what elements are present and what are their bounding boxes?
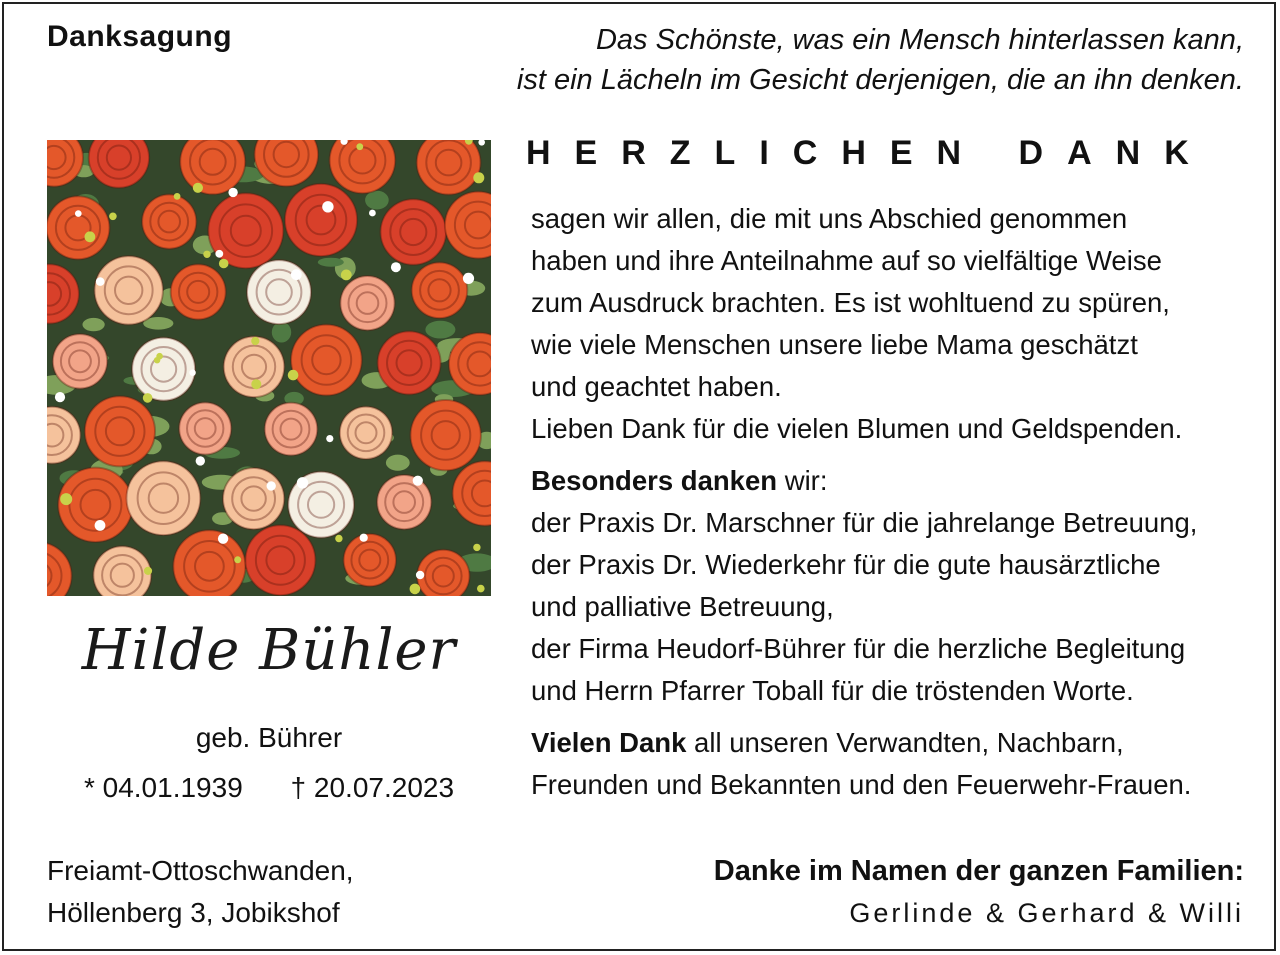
- paragraph-3: [531, 722, 1197, 806]
- paragraph-2-lead-rest: wir:: [777, 465, 828, 496]
- rose: [291, 325, 362, 396]
- small-flower: [85, 231, 96, 242]
- paragraph-1-line: sagen wir allen, die mit uns Abschied genommen: [531, 203, 1128, 234]
- small-flower: [251, 337, 259, 345]
- small-flower: [267, 481, 276, 490]
- small-flower: [369, 210, 376, 217]
- rose: [340, 407, 392, 459]
- small-flower: [60, 493, 72, 505]
- quote: [517, 20, 1244, 100]
- rose: [53, 334, 107, 388]
- rose: [412, 263, 468, 319]
- small-flower: [109, 213, 117, 221]
- small-flower: [322, 201, 333, 212]
- rose: [417, 550, 469, 596]
- signature-names: Gerlinde & Gerhard & Willi: [849, 898, 1244, 928]
- thanks-body: [531, 198, 1197, 806]
- birth-date: * 04.01.1939: [83, 772, 243, 803]
- notice-heading: Danksagung: [47, 20, 233, 53]
- paragraph-1-line: zum Ausdruck brachten. Es ist wohltuend zu spüren,: [531, 287, 1170, 318]
- paragraph-2-line: und Herrn Pfarrer Toball für die tröstenden Worte.: [531, 675, 1134, 706]
- rose: [381, 199, 447, 265]
- small-flower: [218, 534, 228, 544]
- rose: [95, 256, 163, 324]
- rose: [377, 475, 431, 529]
- leaf: [386, 455, 410, 471]
- rose: [47, 196, 110, 259]
- paragraph-3-line: Freunden und Bekannten und den Feuerwehr-Frauen.: [531, 769, 1192, 800]
- small-flower: [473, 544, 480, 551]
- signature-title: Danke im Namen der ganzen Familien:: [713, 855, 1244, 887]
- small-flower: [341, 270, 352, 281]
- thanks-heading: HERZLICHEN DANK: [526, 134, 1213, 172]
- address-line-2: Höllenberg 3, Jobikshof: [47, 897, 340, 928]
- rose: [132, 338, 195, 401]
- rose: [171, 264, 226, 319]
- rose: [378, 331, 441, 394]
- small-flower: [413, 476, 423, 486]
- small-flower: [143, 393, 153, 403]
- paragraph-1-line: haben und ihre Anteilnahme auf so vielfältige Weise: [531, 245, 1162, 276]
- small-flower: [326, 435, 333, 442]
- small-flower: [297, 477, 308, 488]
- small-flower: [360, 534, 368, 542]
- small-flower: [215, 250, 223, 258]
- small-flower: [416, 571, 424, 579]
- small-flower: [219, 259, 229, 269]
- address-line-1: Freiamt-Ottoschwanden,: [47, 855, 354, 886]
- small-flower: [75, 210, 82, 217]
- paragraph-2-lead: Besonders danken: [531, 465, 778, 496]
- rose: [247, 260, 311, 324]
- small-flower: [196, 456, 205, 465]
- rose: [417, 140, 481, 195]
- small-flower: [335, 535, 342, 542]
- rose: [180, 140, 245, 194]
- small-flower: [55, 392, 65, 402]
- signature: [714, 850, 1244, 934]
- small-flower: [228, 188, 237, 197]
- paragraph-2-line: und palliative Betreuung,: [531, 591, 834, 622]
- rose: [93, 546, 151, 596]
- flower-photo: [47, 140, 491, 596]
- rose: [179, 403, 231, 455]
- leaf: [83, 318, 105, 331]
- death-date: † 20.07.2023: [290, 772, 455, 803]
- life-dates: [47, 772, 491, 804]
- small-flower: [463, 273, 474, 284]
- small-flower: [391, 262, 401, 272]
- paragraph-3-lead: Vielen Dank: [531, 727, 687, 758]
- paragraph-2-line: der Praxis Dr. Wiederkehr für die gute hausärztliche: [531, 549, 1161, 580]
- small-flower: [203, 251, 210, 258]
- small-flower: [410, 584, 421, 595]
- quote-line-2: ist ein Lächeln im Gesicht derjenigen, die an ihn denken.: [516, 64, 1244, 96]
- small-flower: [96, 277, 105, 286]
- rose: [245, 525, 315, 595]
- rose: [344, 534, 396, 586]
- leaf: [318, 258, 344, 267]
- paragraph-1: [531, 198, 1197, 450]
- small-flower: [154, 357, 160, 363]
- paragraph-1-line: wie viele Menschen unsere liebe Mama geschätzt: [531, 329, 1138, 360]
- rose: [127, 461, 201, 535]
- small-flower: [189, 370, 195, 376]
- small-flower: [144, 567, 152, 575]
- small-flower: [193, 183, 203, 193]
- birth-name: geb. Bührer: [195, 722, 343, 753]
- rose: [285, 184, 357, 256]
- rose: [340, 276, 394, 330]
- address: [47, 850, 354, 934]
- rose: [223, 468, 284, 529]
- small-flower: [473, 172, 484, 183]
- small-flower: [95, 520, 106, 531]
- small-flower: [251, 379, 261, 389]
- paragraph-1-line: und geachtet haben.: [531, 371, 782, 402]
- paragraph-2-line: der Firma Heudorf-Bührer für die herzliche Begleitung: [531, 633, 1186, 664]
- paragraph-2: [531, 460, 1197, 712]
- paragraph-2-line: der Praxis Dr. Marschner für die jahrelange Betreuung,: [531, 507, 1198, 538]
- small-flower: [288, 370, 299, 381]
- small-flower: [174, 193, 181, 200]
- quote-line-1: Das Schönste, was ein Mensch hinterlassen kann,: [595, 24, 1244, 56]
- deceased-name: Hilde Bühler: [81, 618, 457, 683]
- leaf: [425, 321, 455, 339]
- rose: [265, 403, 318, 456]
- paragraph-1-line: Lieben Dank für die vielen Blumen und Geldspenden.: [531, 413, 1183, 444]
- small-flower: [234, 556, 241, 563]
- small-flower: [477, 585, 485, 593]
- flower-arrangement-image: [47, 140, 491, 596]
- rose: [173, 530, 245, 596]
- paragraph-3-lead-rest: all unseren Verwandten, Nachbarn,: [686, 727, 1124, 758]
- small-flower: [291, 269, 302, 280]
- rose: [411, 400, 481, 470]
- small-flower: [356, 143, 363, 150]
- rose: [85, 396, 155, 466]
- rose: [142, 195, 196, 249]
- rose: [58, 468, 132, 542]
